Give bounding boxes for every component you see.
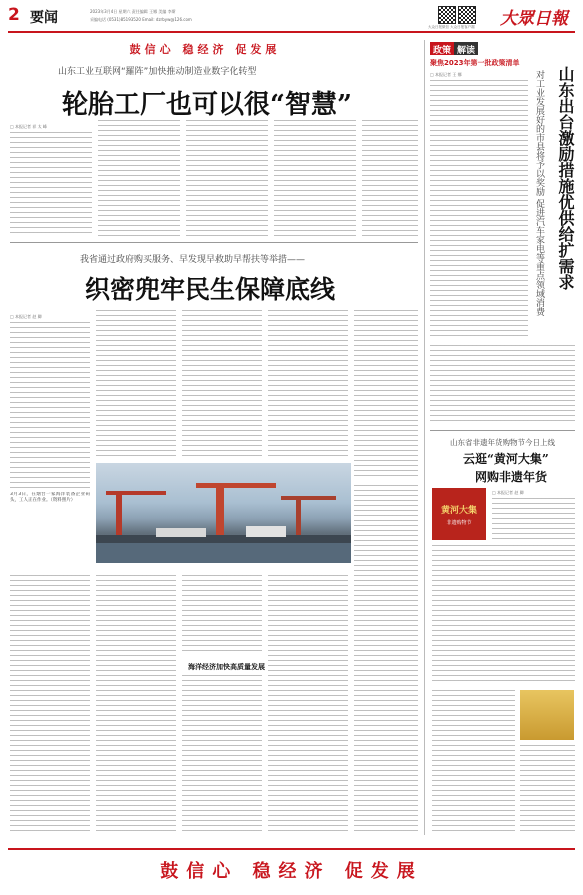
slogan-banner-bottom — [8, 848, 575, 890]
article-2-body — [268, 310, 348, 460]
policy-label-left: 政策 — [430, 42, 454, 55]
article-1-headline: 轮胎工厂也可以很“智慧” — [62, 90, 352, 120]
article-2-kicker: 我省通过政府购买服务、早发现早救助早帮扶等举措—— — [80, 255, 306, 265]
article-3-headline-1: 云逛“黄河大集” — [463, 452, 549, 466]
photo-caption: 3月3日，在烟台一家海洋装备企业码头，工人正在作业。（资料照片） — [10, 492, 90, 503]
policy-body — [430, 345, 575, 425]
crane-silhouette — [96, 463, 351, 563]
masthead — [0, 0, 583, 37]
slogan-banner-top — [30, 40, 380, 58]
article-1-byline: □ 本报记者 祥 太 峰 — [10, 124, 47, 129]
column-rule — [424, 40, 425, 835]
policy-vertical-headline: 山东出台激励措施优供给扩需求 — [556, 66, 575, 290]
article-1-kicker: 山东工业互联网“羅阵”加快推动制造业数字化转型 — [58, 67, 257, 77]
divider — [430, 430, 575, 431]
policy-label — [430, 42, 478, 55]
qr-code — [438, 6, 456, 24]
heritage-thumb-text: 黄河大集 — [440, 505, 477, 516]
qr-code — [458, 6, 476, 24]
article-2-subhead: 海洋经济加快高质量发展 — [188, 663, 265, 671]
policy-body — [430, 80, 528, 340]
article-1-body — [274, 120, 356, 237]
section-name: 要闻 — [30, 10, 58, 26]
article-3-body — [520, 745, 575, 835]
article-2-body — [182, 310, 262, 460]
article-2-body — [354, 310, 418, 480]
contact-line: 采编电话 (0531)85193520 Email: dzrbyw@126.com — [90, 17, 192, 22]
page-number: 2 — [8, 5, 20, 25]
qr-caption: 大众日报微信 大众日报客户端 — [428, 25, 475, 29]
article-2-body — [354, 485, 418, 835]
policy-subtitle: 聚焦2023年第一批政策清单 — [430, 59, 520, 67]
article-2-body — [10, 322, 90, 490]
article-3-body — [432, 690, 515, 835]
article-3-headline-2: 网购非遗年货 — [475, 470, 548, 484]
date-line: 2023年3月4日 星期六 责任编辑 王娜 美编 李斯 — [90, 9, 176, 14]
heritage-thumbnail — [432, 488, 486, 540]
heritage-thumb-caption: 非遗购物节 — [446, 519, 472, 526]
slogan-text: 鼓信心 稳经济 促发展 — [129, 43, 281, 56]
article-2-body — [96, 575, 176, 835]
paper-logo: 大眾日報 — [500, 9, 568, 29]
article-2-byline: □ 本报记者 赵 卿 — [10, 314, 42, 319]
article-2-body — [10, 575, 90, 835]
article-1-body — [98, 120, 180, 237]
masthead-rule — [8, 31, 575, 33]
article-2-body — [268, 575, 348, 835]
harbor-photo — [96, 463, 351, 563]
article-2-body — [96, 310, 176, 460]
slogan-text: 鼓信心 稳经济 促发展 — [160, 861, 423, 882]
article-2-headline: 织密兜牢民生保障底线 — [85, 275, 336, 304]
article-2-body — [182, 575, 262, 655]
policy-label-right: 解读 — [454, 42, 478, 55]
article-3-body — [432, 545, 575, 685]
article-2-body — [182, 675, 262, 835]
article-1-body — [362, 120, 418, 237]
article-3-byline: □ 本报记者 赵 卿 — [492, 490, 524, 495]
divider — [10, 242, 418, 243]
article-3-body — [492, 498, 575, 540]
article-1-body — [10, 132, 92, 237]
article-1-body — [186, 120, 268, 237]
article-3-kicker: 山东省非遗年货购物节今日上线 — [450, 438, 555, 447]
policy-byline: □ 本报记者 王 娜 — [430, 72, 462, 77]
heritage-thumbnail-2 — [520, 690, 574, 740]
policy-vertical-kicker: 对工业发展好的市县将予以奖励 促进汽车家电等重点领域消费 — [534, 70, 544, 316]
